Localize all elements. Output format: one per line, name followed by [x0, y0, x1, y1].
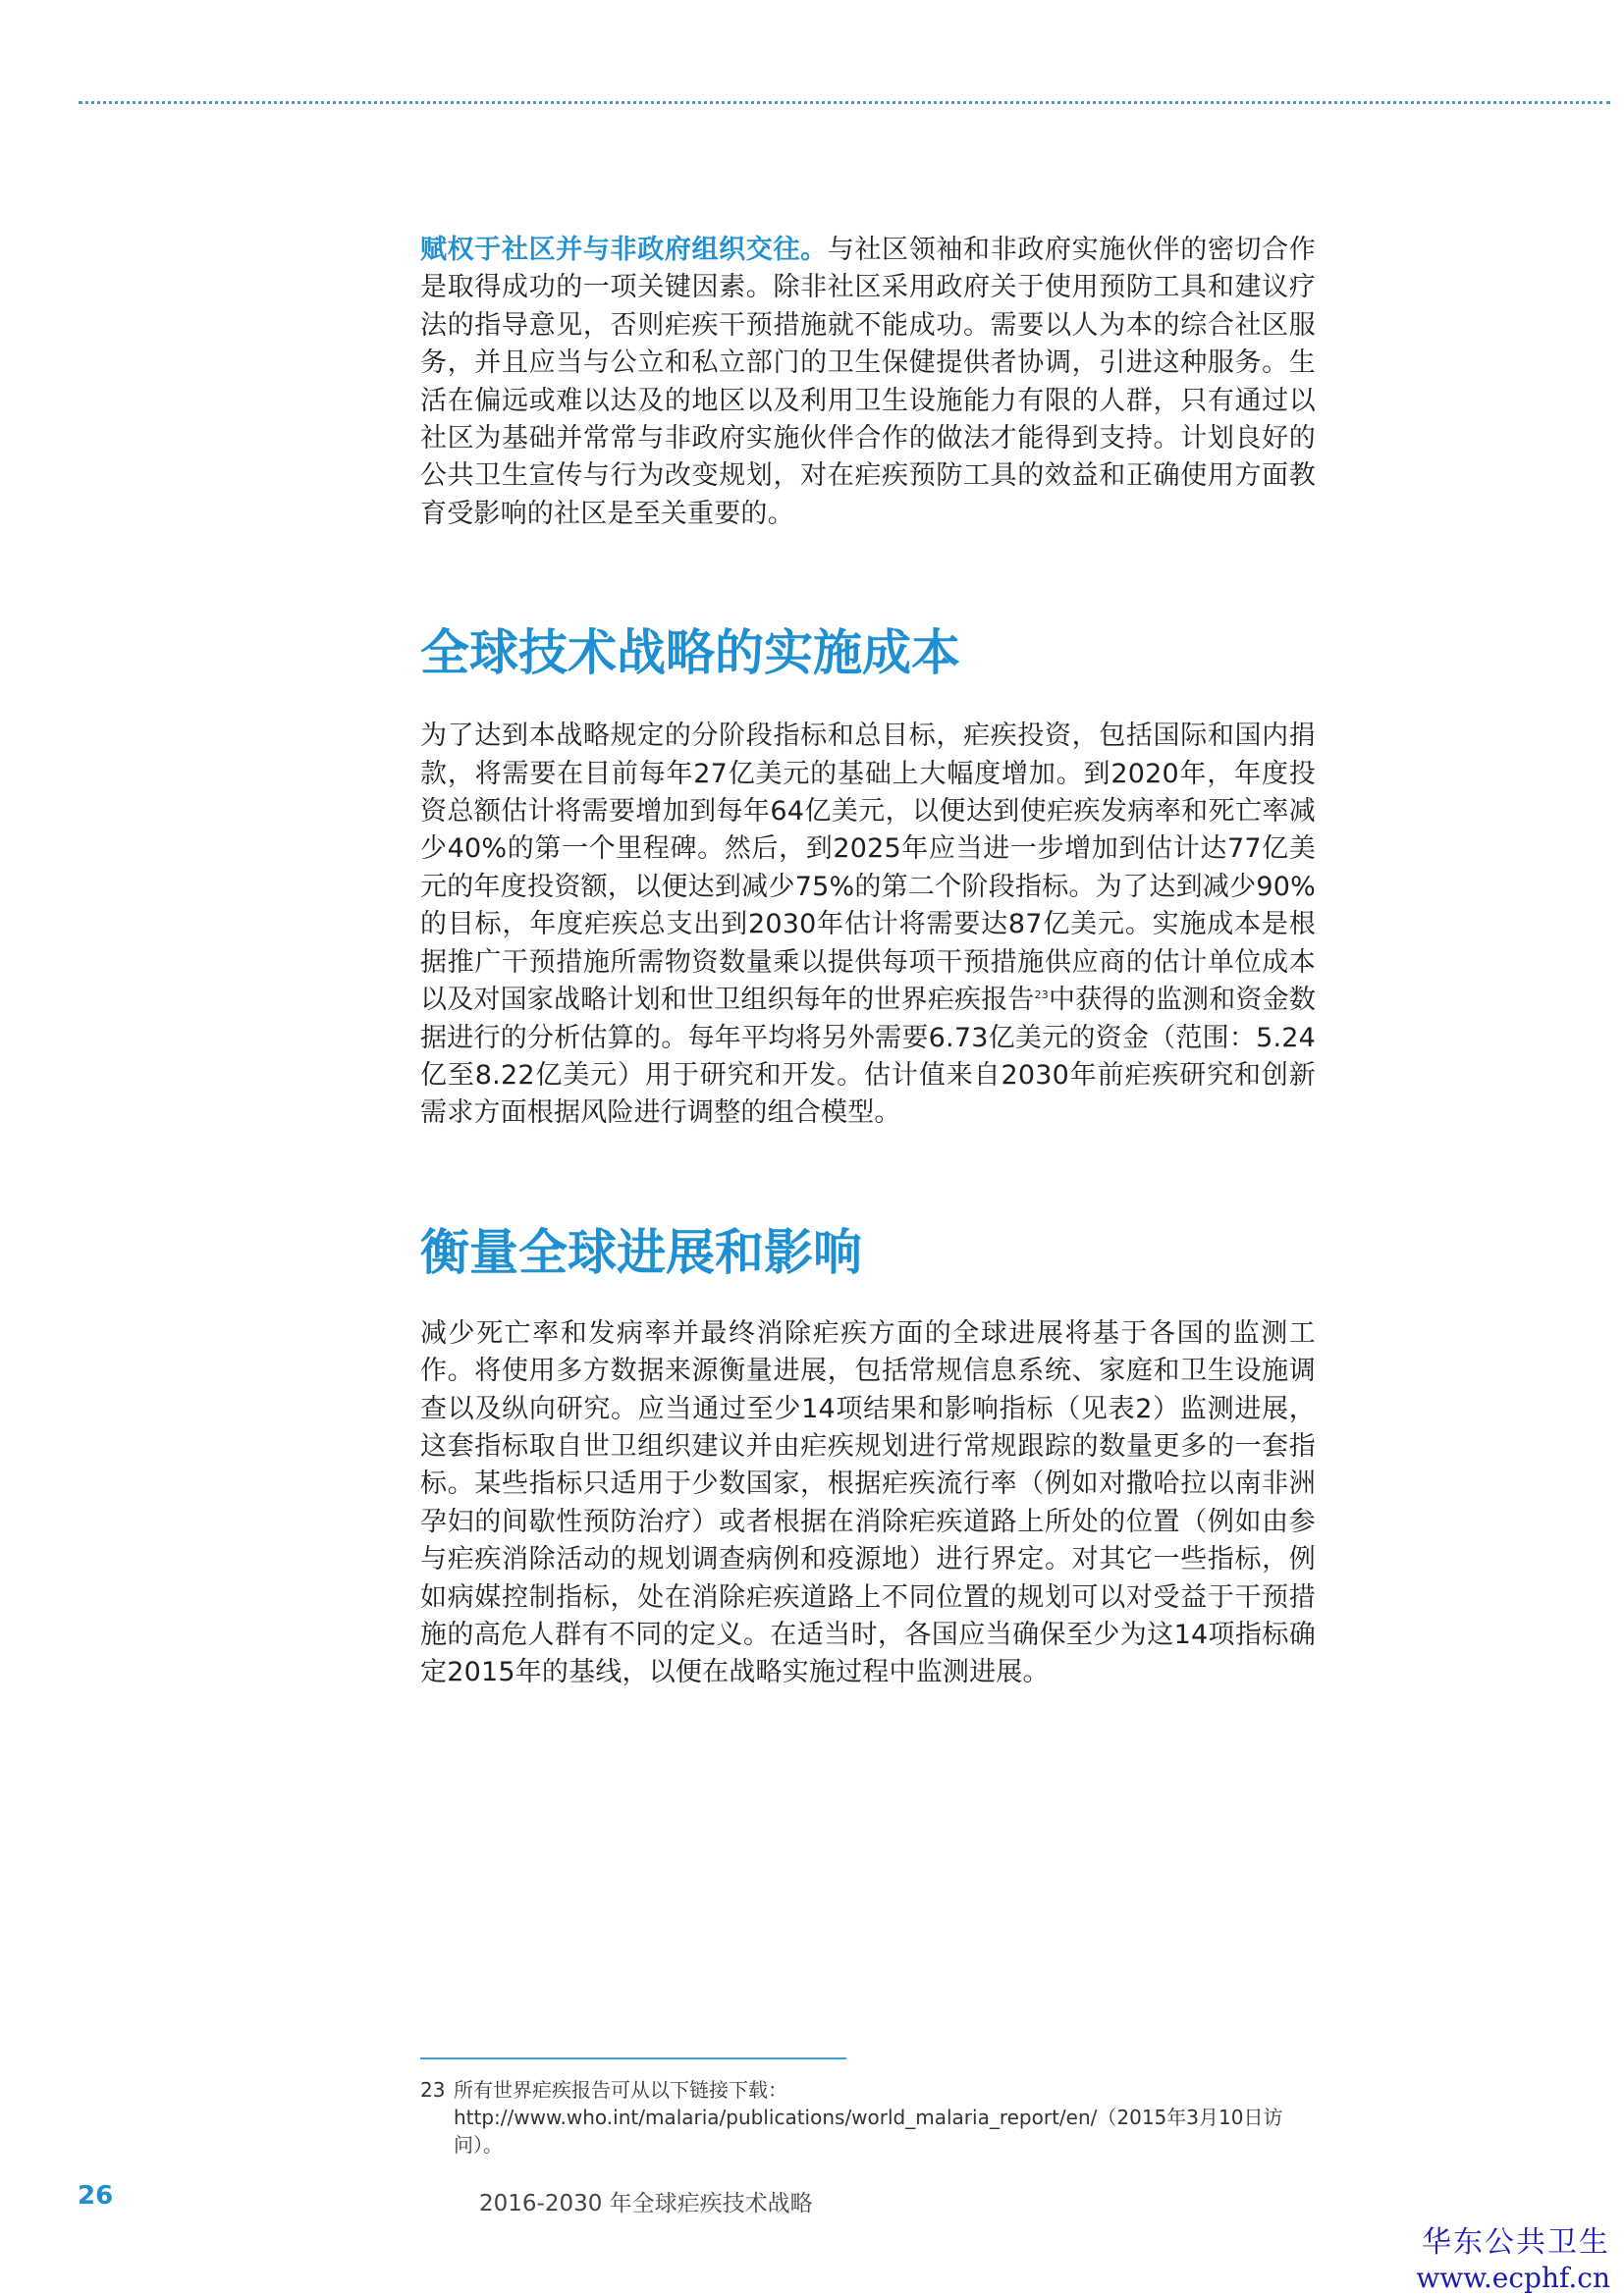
- community-paragraph: [420, 232, 1316, 533]
- footnote-line-1: [420, 2076, 1284, 2104]
- footnote-link[interactable]: http://www.who.int/malaria/publications/world_malaria_report/en/: [454, 2106, 1098, 2129]
- measure-section-heading: 衡量全球进展和影响: [420, 1223, 862, 1281]
- footnote-number: 23: [420, 2078, 446, 2102]
- watermark-name: 华东公共卫生: [1422, 2225, 1610, 2260]
- top-dotted-rule: [79, 101, 1610, 104]
- running-title: 2016-2030 年全球疟疾技术战略: [479, 2191, 813, 2216]
- measure-body-text: 减少死亡率和发病率并最终消除疟疾方面的全球进展将基于各国的监测工作。将使用多方数据来源衡量进展，包括常规信息系统、家庭和卫生设施调查以及纵向研究。应当通过至少14项结果和影响指标（见表2）监测进展，这套指标取自世卫组织建议并由疟疾规划进行常规跟踪的数量更多的一套指标。某些指标只适用于少数国家，根据疟疾流行率（例如对撒哈拉以南非洲孕妇的间歇性预防治疗）或者根据在消除疟疾道路上所处的位置（例如由参与疟疾消除活动的规划调查病例和疫源地）进行界定。对其它一些指标，例如病媒控制指标，处在消除疟疾道路上不同位置的规划可以对受益于干预措施的高危人群有不同的定义。在适当时，各国应当确保至少为这14项指标确定2015年的基线，以便在战略实施过程中监测进展。: [420, 1317, 1316, 1688]
- watermark-url[interactable]: www.ecphf.cn: [1416, 2262, 1610, 2294]
- main-content: [420, 232, 1316, 1692]
- cost-paragraph: [420, 718, 1316, 1132]
- footnote-text: 所有世界疟疾报告可从以下链接下载：: [454, 2078, 787, 2102]
- footnote-divider: [420, 2057, 846, 2059]
- footnote-access-date: （2015年3月10日访问）。: [454, 2106, 1283, 2157]
- watermark: [1416, 2224, 1610, 2295]
- page-number: 26: [78, 2181, 114, 2211]
- measure-paragraph: [420, 1315, 1316, 1692]
- community-lead-heading: 赋权于社区并与非政府组织交往。: [420, 235, 828, 265]
- footnote-reference: 23: [1034, 988, 1050, 1002]
- cost-body-text-part2: 中获得的监测和资金数据进行的分析估算的。每年平均将另外需要6.73亿美元的资金（范围：5.24亿至8.22亿美元）用于研究和开发。估计值来自2030年前疟疾研究和创新需求方面根据风险进行调整的组合模型。: [420, 985, 1317, 1129]
- cost-body-text-part1: 为了达到本战略规定的分阶段指标和总目标，疟疾投资，包括国际和国内捐款，将需要在目前每年27亿美元的基础上大幅度增加。到2020年，年度投资总额估计将需要增加到每年64亿美元，以便达到使疟疾发病率和死亡率减少40%的第一个里程碑。然后，到2025年应当进一步增加到估计达77亿美元的年度投资额，以便达到减少75%的第二个阶段指标。为了达到减少90%的目标，年度疟疾总支出到2030年估计将需要达87亿美元。实施成本是根据推广干预措施所需物资数量乘以提供每项干预措施供应商的估计单位成本以及对国家战略计划和世卫组织每年的世界疟疾报告: [420, 721, 1316, 1016]
- community-body-text: 与社区领袖和非政府实施伙伴的密切合作是取得成功的一项关键因素。除非社区采用政府关于使用预防工具和建议疗法的指导意见，否则疟疾干预措施就不能成功。需要以人为本的综合社区服务，并且应当与公立和私立部门的卫生保健提供者协调，引进这种服务。生活在偏远或难以达及的地区以及利用卫生设施能力有限的人群，只有通过以社区为基础并常常与非政府实施伙伴合作的做法才能得到支持。计划良好的公共卫生宣传与行为改变规划，对在疟疾预防工具的效益和正确使用方面教育受影响的社区是至关重要的。: [420, 235, 1316, 529]
- footnote: [420, 2076, 1284, 2159]
- cost-section-heading: 全球技术战略的实施成本: [420, 624, 960, 682]
- footnote-line-2: [420, 2104, 1284, 2159]
